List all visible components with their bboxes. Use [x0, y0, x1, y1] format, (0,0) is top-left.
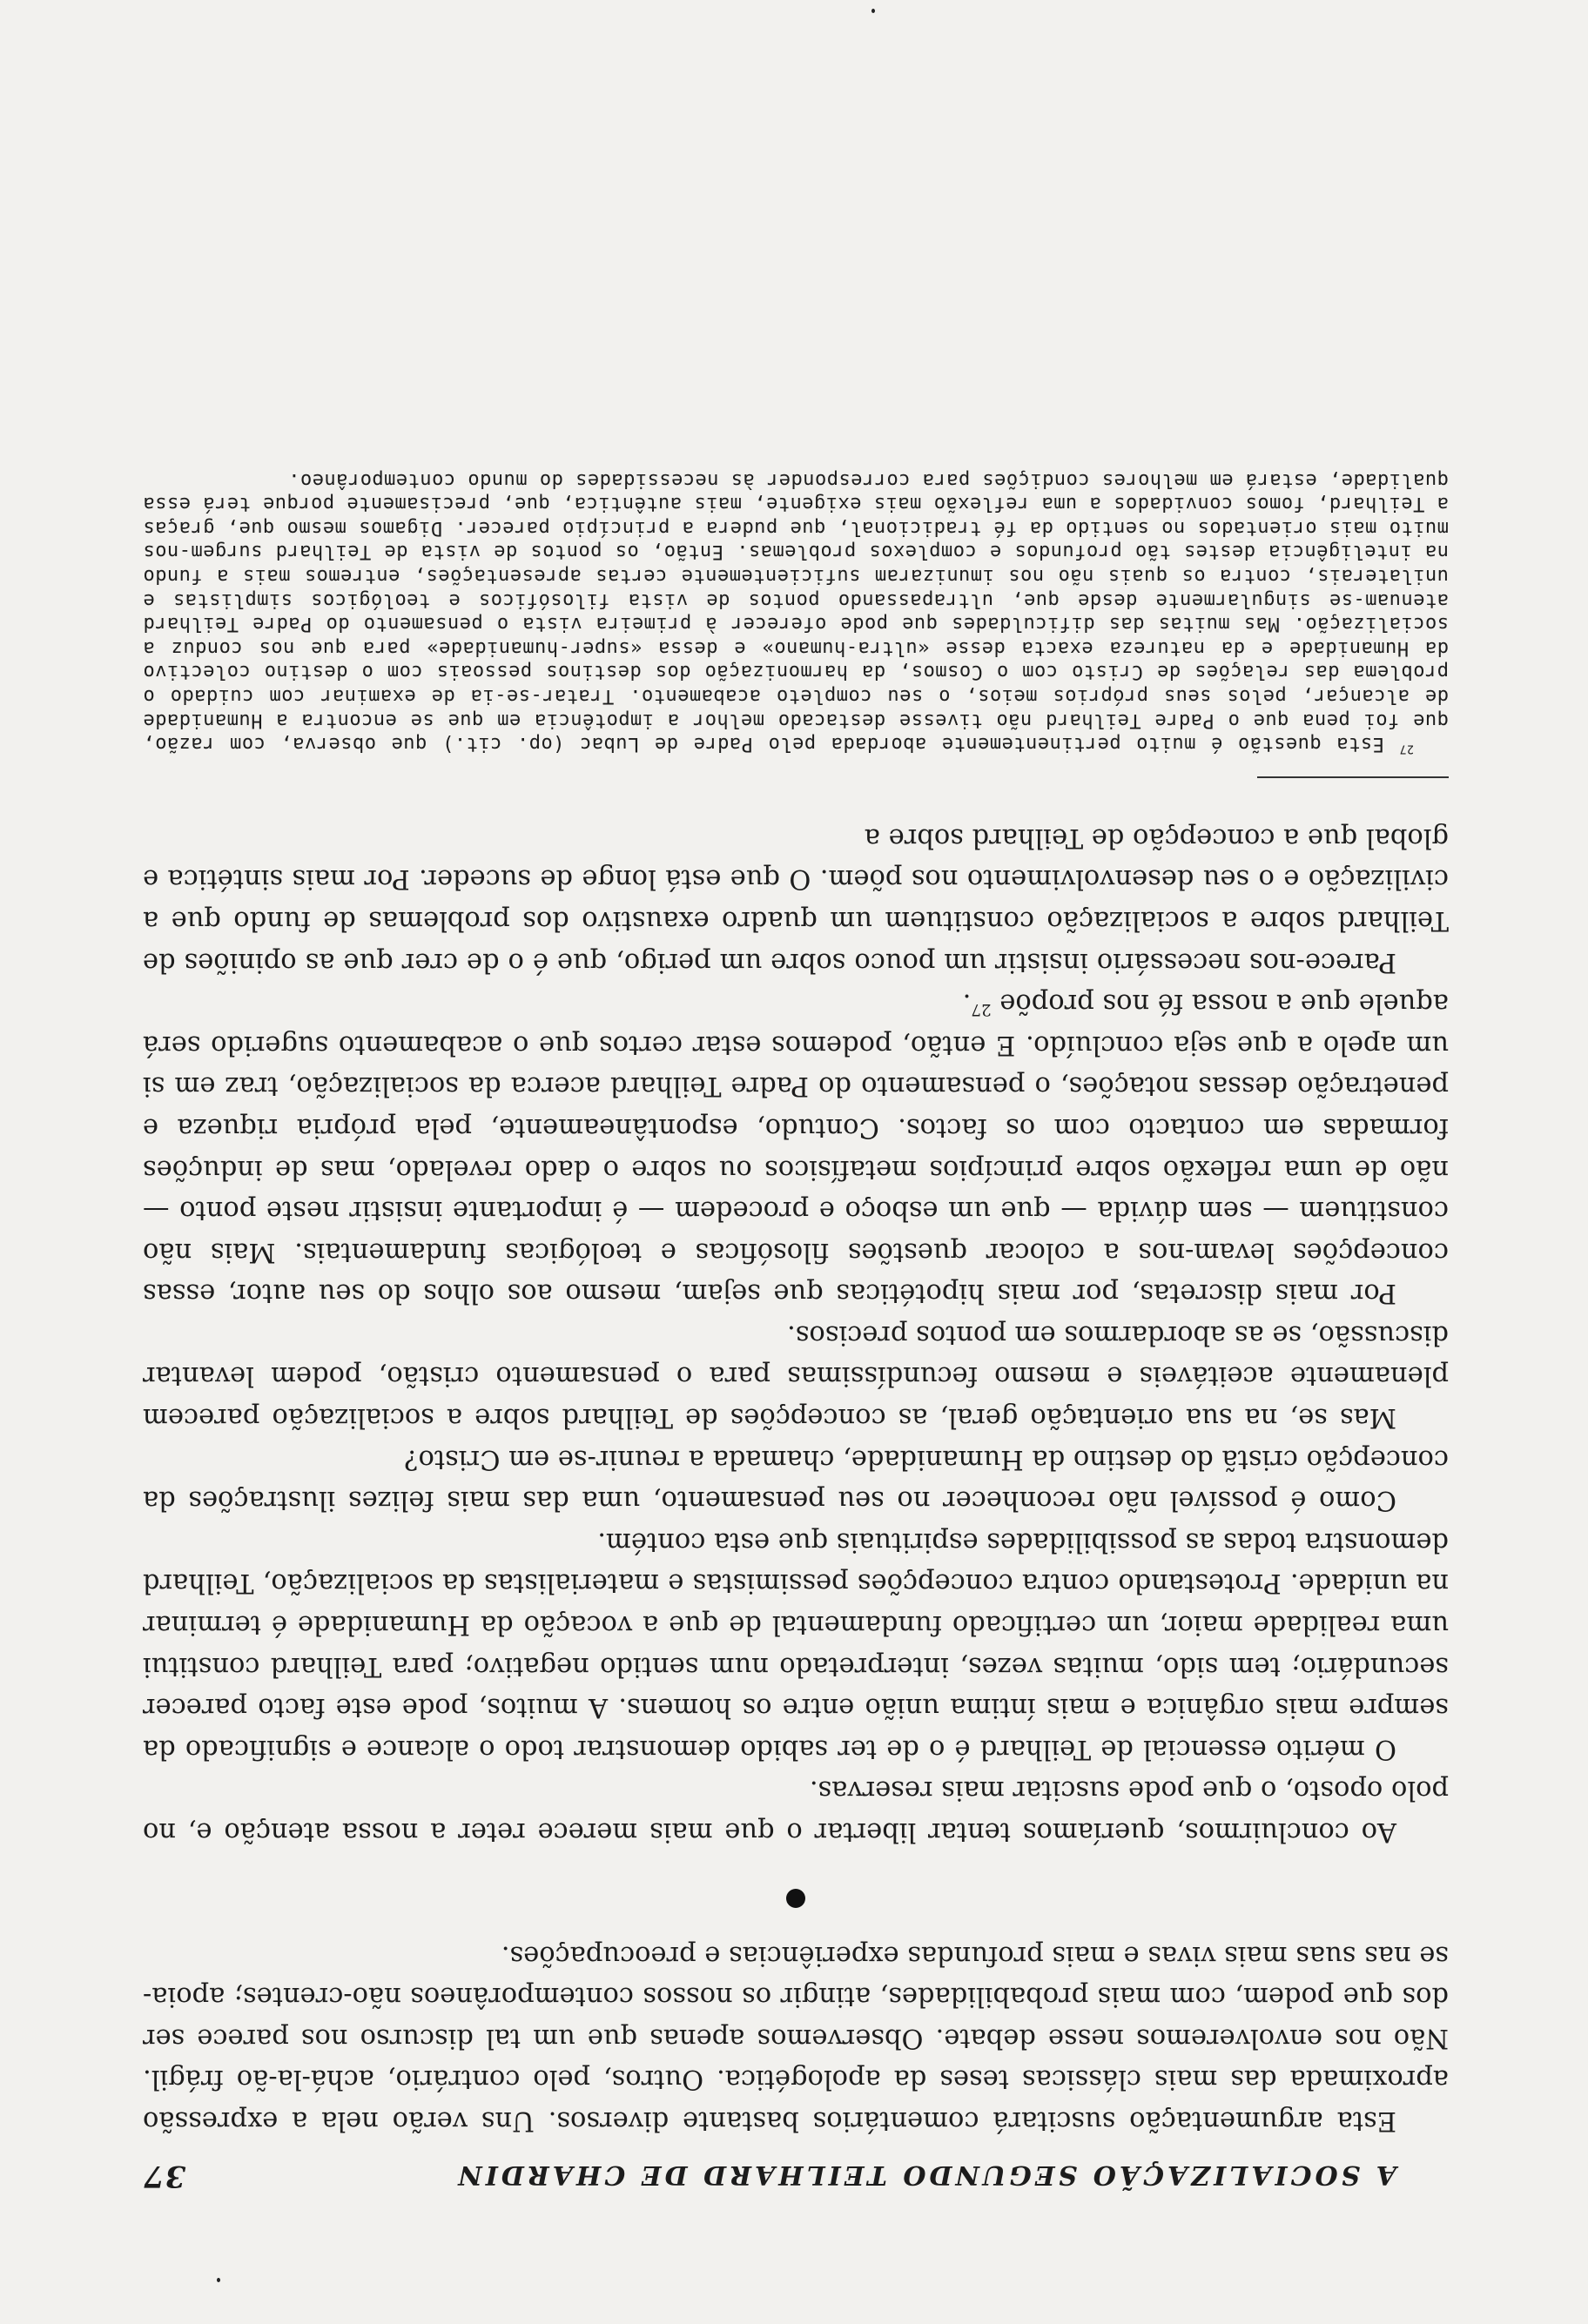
- scan-speck: [217, 2278, 220, 2282]
- paragraph-text: Por mais discretas, por mais hipotéticas que sejam, mesmo aos olhos do seu autor, essas concepções levam-nos a colocar questões filosóficas e teológicas fundamentais. Mais não constituem — sem dúvida — que um esboço e procedem — é importante insistir neste ponto — não de uma reflexão sobre princípios metafísicos ou sobre o dado revelado, mas de induções formadas em contacto com os factos. Contudo, espontâneamente, pela própria riqueza e penetração dessas notações, o pensamento do Padre Teilhard acerca da socialização, traz em si um apelo a que seja concluído. E então, podemos estar certos que o acabamento sugerido será aquele que a nossa fé nos propõe: [143, 988, 1449, 1309]
- section-divider-dot: [786, 1889, 805, 1908]
- scan-speck: [871, 9, 875, 13]
- footnote-rule: [1257, 776, 1449, 778]
- footnote-reference: 27: [971, 1000, 992, 1019]
- paragraph: Ao concluirmos, queríamos tentar libertar o que mais merece reter a nossa atenção e, no polo oposto, o que pode suscitar mais reservas.: [143, 1775, 1449, 1848]
- paragraph: Como é possível não reconhecer no seu pensamento, uma das mais felizes ilustrações da concepção cristã do destino da Humanidade, chamada a reunir-se em Cristo?: [143, 1443, 1449, 1516]
- paragraph: O mérito essencial de Teilhard é o de ter sabido demonstrar todo o alcance e significado da sempre mais orgânica e mais íntima união entre os homens. A muitos, pode este facto parecer secundário; tem sido, muitas vezes, interpretado num sentido negativo; para Teilhard constitui uma realidade maior, um certificado fundamental de que a vocação da Humanidade é terminar na unidade. Protestando contra concepções pessimistas e materialistas da socialização, Teilhard demonstra todas as possibilidades espirituais que esta contém.: [143, 1526, 1449, 1764]
- paragraph: Parece-nos necessário insistir um pouco sobre um perigo, que é o de crer que as opiniões de Teilhard sobre a socialização constituem um quadro exaustivo dos problemas de fundo que a civilização e o seu desenvolvimento nos põem. O que está longe de suceder. Por mais sintética e global que a concepção de Teilhard sobre a: [143, 822, 1449, 977]
- paragraph: Esta argumentação suscitará comentários bastante diversos. Uns verão nela a expressão aproximada das mais clássicas teses da apologética. Outros, pelo contrário, achá-la-ão frágil. Não nos envolveremos nesse debate. Observemos apenas que um tal discurso nos parece ser dos que podem, com mais probabilidades, atingir os nossos contemporâneos não-crentes; apoia-se nas suas mais vivas e mais profundas experiências e preocupações.: [143, 1939, 1449, 2136]
- footnote: [143, 467, 1449, 756]
- paragraph: Mas se, na sua orientação geral, as concepções de Teilhard sobre a socialização parecem plenamente aceitáveis e mesmo fecundíssimas para o pensamento cristão, podem levantar discussão, se as abordarmos em pontos precisos.: [143, 1319, 1449, 1434]
- running-head-title: A SOCIALIZAÇÃO SEGUNDO TEILHARD DE CHARDIN: [454, 2159, 1396, 2190]
- text-column: [143, 467, 1449, 2193]
- page-number: 37: [143, 2159, 186, 2193]
- running-head: [143, 2141, 1396, 2193]
- paragraph: Por mais discretas, por mais hipotéticas que sejam, mesmo aos olhos do seu autor, essas concepções levam-nos a colocar questões filosóficas e teológicas fundamentais. Mais não constituem — sem dúvida — que um esboço e procedem — é importante insistir neste ponto — não de uma reflexão sobre princípios metafísicos ou sobre o dado revelado, mas de induções formadas em contacto com os factos. Contudo, espontâneamente, pela própria riqueza e penetração dessas notações, o pensamento do Padre Teilhard acerca da socialização, traz em si um apelo a que seja concluído. E então, podemos estar certos que o acabamento sugerido será aquele que a nossa fé nos propõe $^{27}$.: [143, 988, 1449, 1309]
- footnote-marker: 27: [1399, 742, 1414, 756]
- footnote-text: Esta questão é muito pertinentemente abordada pelo Padre de Lubac (op. cit.) que observa, com razão, que foi pena que o Padre Teilhard não tivesse destacado melhor a impotência em que se encontra a Humanidade de alcançar, pelos seus próprios meios, o seu completo acabamento. Tratar-se-ia de examinar com cuidado o problema das relações de Cristo com o Cosmos, da harmonização dos destinos pessoais com o destino colectivo da Humanidade e da natureza exacta desse «ultra-humano» e dessa «super-humanidade» para que nos conduz a socialização. Mas muitas das dificuldades que pode oferecer à primeira vista o pensamento do Padre Teilhard atenuam-se singularmente desde que, ultrapassando pontos de vista filosóficos e teológicos simplistas e unilaterais, contra os quais não nos imunizaram suficientemente certas apresentações, entremos mais a fundo na inteligência destes tão profundos e complexos problemas. Então, os pontos de vista de Teilhard surgem-nos muito mais orientados no sentido da fé tradicional, que pudera a princípio parecer. Digamos mesmo que, graças a Teilhard, fomos convidados a uma reflexão mais exigente, mais autêntica, que, precisamente porque terá essa qualidade, estará em melhores condições para corresponder às necessidades do mundo contemporâneo.: [142, 468, 1449, 756]
